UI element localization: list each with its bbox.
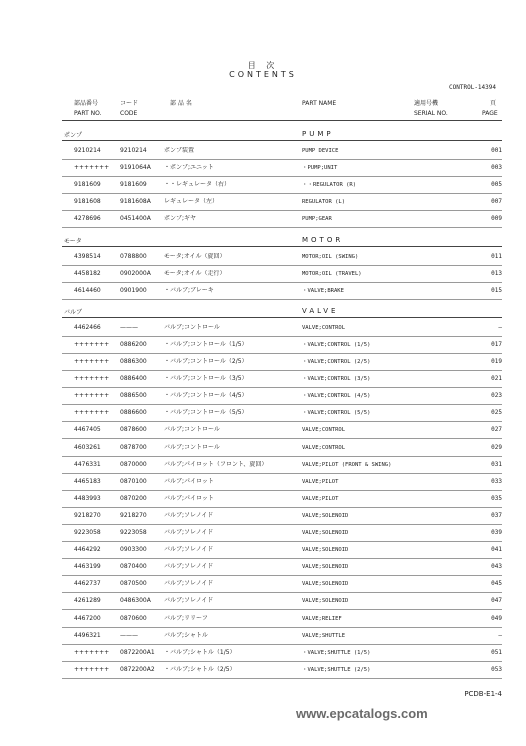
table-row	[62, 336, 502, 354]
page-number: 011	[491, 252, 502, 260]
code: 0886400	[120, 375, 147, 383]
part-name-jp: ・・レギュレータ（右）	[164, 181, 231, 189]
part-name-en: PUMP;GEAR	[302, 216, 332, 223]
part-name-jp: ・バルブ;コントロール（4/5）	[164, 392, 248, 400]
col-page-en: PAGE	[482, 110, 498, 117]
code: 9181609	[120, 181, 147, 189]
page-number: 047	[491, 597, 502, 605]
col-code-jp: コード	[120, 100, 139, 107]
code: 0878600	[120, 426, 147, 434]
part-name-en: VALVE;SHUTTLE	[302, 632, 346, 639]
table-row	[62, 248, 502, 266]
section-title-en: MOTOR	[302, 235, 344, 244]
part-name-jp: バルブ;コントロール	[164, 323, 220, 331]
page-number: 009	[491, 215, 502, 223]
part-name-jp: バルブ;リリーフ	[164, 614, 208, 622]
part-name-en: ・VALVE;SHUTTLE (2/5)	[302, 666, 371, 673]
part-number: 4462737	[74, 580, 101, 588]
code: 0451400A	[120, 215, 151, 223]
part-name-en: VALVE;SOLENOID	[302, 547, 349, 554]
part-number: 4278696	[74, 215, 101, 223]
page-number: 051	[491, 648, 502, 656]
page-number: —	[498, 631, 502, 639]
part-name-jp: バルブ;ソレノイド	[164, 580, 214, 588]
part-name-jp: バルブ;ソレノイド	[164, 529, 214, 536]
col-name-en: PART NAME	[302, 100, 337, 107]
part-number: 9181609	[74, 181, 101, 189]
part-name-en: ・・REGULATOR (R)	[302, 182, 357, 189]
part-name-en: VALVE;CONTROL	[302, 444, 346, 451]
table-row	[62, 644, 502, 662]
part-name-en: VALVE;PILOT (FRONT & SWING)	[302, 461, 392, 468]
part-number: 4476331	[74, 460, 101, 468]
table-row	[62, 610, 502, 628]
part-name-en: ・VALVE;CONTROL (5/5)	[302, 410, 371, 417]
part-name-en: VALVE;SOLENOID	[302, 598, 349, 605]
table-row	[62, 387, 502, 405]
page-number: 049	[491, 614, 502, 622]
code: 0901900	[120, 286, 147, 294]
section-rule	[62, 317, 502, 318]
page-number: 023	[491, 392, 502, 400]
section-title-jp: ポンプ	[64, 132, 83, 139]
part-number: +++++++	[74, 648, 110, 656]
part-name-jp: ・バルブ;コントロール（5/5）	[164, 409, 248, 417]
code: 0886200	[120, 340, 147, 348]
col-serial-jp: 適用号機	[414, 100, 439, 107]
page-number: 031	[491, 460, 502, 468]
section-title-jp: モータ	[64, 237, 82, 245]
part-number: 4467405	[74, 426, 101, 434]
part-name-jp: バルブ;シャトル	[164, 631, 208, 639]
part-name-jp: ・バルブ;シャトル（2/5）	[164, 665, 236, 673]
part-name-jp: バルブ;ソレノイド	[164, 546, 214, 554]
section-rule	[62, 246, 502, 247]
table-row	[62, 661, 502, 679]
code: 0870000	[120, 460, 147, 468]
section-rule	[62, 140, 502, 141]
part-name-en: VALVE;CONTROL	[302, 427, 346, 434]
part-name-jp: ・ポンプ;ユニット	[164, 164, 214, 172]
code: 0870100	[120, 477, 147, 485]
part-name-en: ・VALVE;CONTROL (2/5)	[302, 359, 371, 365]
part-name-en: ・VALVE;CONTROL (1/5)	[302, 341, 371, 348]
table-row	[62, 575, 502, 593]
part-name-en: VALVE;SOLENOID	[302, 581, 349, 588]
part-number: 4464292	[74, 546, 101, 554]
page-number: 035	[491, 494, 502, 502]
table-row	[62, 507, 502, 525]
table-row	[62, 210, 502, 228]
page-number: 037	[491, 511, 502, 519]
table-row	[62, 524, 502, 542]
part-name-en: VALVE;CONTROL	[302, 324, 346, 331]
watermark: www.epcatalogs.com	[296, 706, 428, 721]
part-number: +++++++	[74, 164, 110, 172]
page-number: 007	[491, 198, 502, 206]
code: 9218270	[120, 511, 147, 519]
code: 0870500	[120, 580, 147, 588]
page-number: 013	[491, 269, 502, 277]
table-row	[62, 370, 502, 388]
part-number: +++++++	[74, 665, 110, 673]
page-number: 001	[491, 147, 502, 154]
page-number: 029	[491, 443, 502, 451]
part-name-en: VALVE;SOLENOID	[302, 530, 349, 536]
document-number: CONTROL-14394	[449, 84, 496, 91]
table-row	[62, 490, 502, 508]
code: 0886300	[120, 358, 147, 365]
part-name-jp: ・バルブ;コントロール（2/5）	[164, 358, 248, 365]
code: 0902000A	[120, 269, 151, 277]
part-number: 4261289	[74, 597, 101, 605]
page-code: PCDB-E1-4	[464, 690, 502, 698]
code: 0878700	[120, 443, 147, 451]
part-number: 4398514	[74, 252, 101, 260]
table-row	[62, 627, 502, 645]
page-number: 025	[491, 409, 502, 417]
part-number: 9218270	[74, 511, 101, 519]
part-number: 4483993	[74, 494, 101, 502]
part-name-jp: モータ;オイル（走行）	[164, 269, 226, 277]
page-number: 021	[491, 375, 502, 383]
code: ———	[120, 631, 138, 639]
page-number: 043	[491, 563, 502, 571]
part-name-jp: バルブ;コントロール	[164, 426, 220, 434]
section-title-en: VALVE	[302, 306, 339, 315]
code: 0886500	[120, 392, 147, 400]
part-name-jp: ポンプ;ギヤ	[164, 215, 197, 223]
part-number: 9181608	[74, 198, 101, 206]
code: 0870200	[120, 494, 147, 502]
page-number: —	[498, 323, 502, 331]
part-number: +++++++	[74, 340, 110, 348]
page-number: 003	[491, 164, 502, 172]
part-name-jp: バルブ;パイロット（フロント、旋回）	[164, 460, 268, 468]
code: 9223058	[120, 529, 147, 536]
part-number: 4614460	[74, 286, 101, 294]
table-row	[62, 404, 502, 422]
col-serial-en: SERIAL NO.	[414, 110, 448, 117]
title-japanese: 目 次	[247, 61, 279, 70]
part-name-jp: ポンプ装置	[164, 147, 195, 154]
part-name-en: REGULATOR (L)	[302, 199, 346, 206]
code: 0886600	[120, 409, 147, 417]
table-row	[62, 159, 502, 177]
code: 0872200A2	[120, 665, 155, 673]
part-name-jp: ・バルブ;シャトル（1/5）	[164, 648, 236, 656]
table-row	[62, 142, 502, 160]
code: 9181608A	[120, 198, 151, 206]
page-number: 005	[491, 181, 502, 189]
part-name-en: VALVE;PILOT	[302, 495, 339, 502]
table-row	[62, 193, 502, 211]
part-name-en: ・VALVE;SHUTTLE (1/5)	[302, 649, 371, 656]
page-number: 033	[491, 477, 502, 485]
table-row	[62, 541, 502, 559]
table-row	[62, 473, 502, 491]
code: 0870600	[120, 614, 147, 622]
part-name-jp: バルブ;パイロット	[164, 494, 214, 502]
table-row	[62, 592, 502, 610]
page-number: 053	[491, 665, 502, 673]
part-name-en: PUMP DEVICE	[302, 148, 339, 154]
table-row	[62, 353, 502, 371]
part-name-en: ・VALVE;CONTROL (3/5)	[302, 376, 371, 383]
code: 0486300A	[120, 597, 151, 605]
part-name-jp: レギュレータ（左）	[164, 198, 219, 206]
part-name-en: ・PUMP;UNIT	[302, 165, 338, 172]
part-name-jp: バルブ;コントロール	[164, 443, 220, 451]
table-row	[62, 265, 502, 283]
part-number: +++++++	[74, 358, 110, 365]
part-name-en: VALVE;SOLENOID	[302, 512, 349, 519]
code: 0872200A1	[120, 648, 155, 656]
part-name-en: VALVE;SOLENOID	[302, 564, 349, 571]
part-number: 4467200	[74, 614, 101, 622]
part-name-jp: ・バルブ;コントロール（3/5）	[164, 375, 248, 383]
page-number: 027	[491, 426, 502, 434]
page-number: 045	[491, 580, 502, 588]
table-row	[62, 456, 502, 474]
section-title-en: PUMP	[302, 130, 334, 138]
part-name-jp: バルブ;パイロット	[164, 477, 214, 485]
part-name-en: MOTOR;OIL (TRAVEL)	[302, 270, 362, 277]
col-page-jp: 頁	[490, 100, 497, 107]
table-row	[62, 439, 502, 457]
part-number: +++++++	[74, 392, 110, 400]
part-number: 4496321	[74, 631, 101, 639]
part-name-en: VALVE;RELIEF	[302, 615, 342, 622]
part-number: 9210214	[74, 147, 101, 154]
part-name-jp: バルブ;ソレノイド	[164, 563, 214, 571]
code: 9191064A	[120, 164, 151, 172]
part-name-jp: ・バルブ;コントロール（1/5）	[164, 340, 248, 348]
part-name-en: ・VALVE;BRAKE	[302, 287, 344, 294]
table-row	[62, 176, 502, 194]
col-code-en: CODE	[120, 110, 138, 117]
table-row	[62, 558, 502, 576]
part-name-en: ・VALVE;CONTROL (4/5)	[302, 393, 371, 400]
section-title-jp: バルブ	[64, 308, 83, 316]
table-row	[62, 319, 502, 337]
code: 0870400	[120, 563, 147, 571]
page-number: 041	[491, 546, 502, 554]
part-number: 4463199	[74, 563, 101, 571]
code: 0788800	[120, 252, 147, 260]
part-number: +++++++	[74, 409, 110, 417]
code: 9210214	[120, 147, 147, 154]
page-number: 019	[491, 358, 502, 365]
part-name-jp: バルブ;ソレノイド	[164, 511, 214, 519]
part-number: 9223058	[74, 529, 101, 536]
part-name-jp: バルブ;ソレノイド	[164, 597, 214, 605]
page-number: 015	[491, 286, 502, 294]
header-rule	[62, 120, 502, 121]
column-header	[62, 100, 502, 122]
table-row	[62, 421, 502, 439]
col-part-en: PART NO.	[74, 110, 102, 117]
part-number: +++++++	[74, 375, 110, 383]
part-name-jp: ・バルブ;ブレーキ	[164, 286, 214, 294]
col-part-jp: 部品番号	[74, 100, 99, 107]
part-number: 4603261	[74, 443, 101, 451]
page-number: 017	[491, 340, 502, 348]
title-english: CONTENTS	[229, 70, 297, 79]
part-number: 4462466	[74, 323, 101, 331]
part-name-en: VALVE;PILOT	[302, 478, 339, 485]
table-row	[62, 282, 502, 300]
code: 0903300	[120, 546, 147, 554]
code: ———	[120, 323, 138, 331]
col-name-jp: 部 品 名	[170, 100, 192, 107]
part-number: 4465183	[74, 477, 101, 485]
part-name-en: MOTOR;OIL (SWING)	[302, 253, 359, 260]
part-number: 4458182	[74, 269, 101, 277]
part-name-jp: モータ;オイル（旋回）	[164, 252, 226, 260]
page-number: 039	[491, 529, 502, 536]
